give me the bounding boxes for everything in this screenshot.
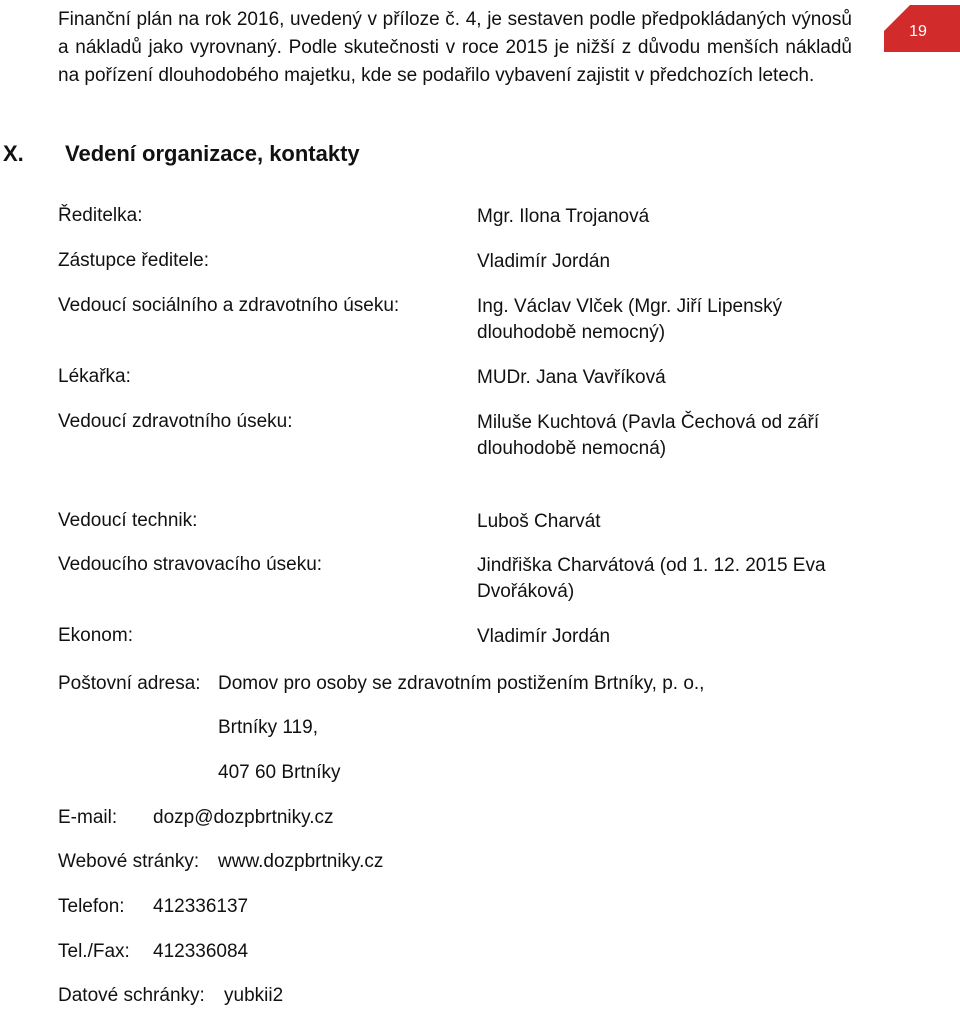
staff-name: MUDr. Jana Vavříková — [477, 367, 666, 388]
role-label: Vedoucí technik: — [58, 510, 198, 531]
section-number: X. — [3, 141, 24, 166]
databox-id: yubkii2 — [224, 985, 284, 1006]
role-label: Vedoucí zdravotního úseku: — [58, 411, 293, 432]
role-label: Ředitelka: — [58, 205, 143, 226]
staff-name: Vladimír Jordán — [477, 626, 611, 647]
staff-name: Mgr. Ilona Trojanová — [477, 206, 650, 227]
page-number: 19 — [909, 23, 927, 40]
email-label: E-mail: — [58, 807, 118, 828]
section-heading — [3, 141, 360, 167]
intro-paragraph: Finanční plán na rok 2016, uvedený v příloze č. 4, je sestaven podle předpokládaných výnosů a nákladů jako vyrovnaný. Podle skutečnosti v roce 2015 je nižší z důvodu menších nákladů na pořízení dlouhodobého majetku, kde se podařilo vybavení zajistit v předchozích letech. — [58, 9, 852, 86]
phone-number: 412336137 — [153, 896, 249, 917]
databox-label: Datové schránky: — [58, 985, 205, 1006]
role-label: Lékařka: — [58, 366, 131, 387]
fax-number: 412336084 — [153, 941, 249, 962]
page-number-badge — [876, 5, 960, 52]
staff-name: Ing. Václav Vlček (Mgr. Jiří Lipenský dlouhodobě nemocný) — [477, 296, 783, 343]
staff-name: Miluše Kuchtová (Pavla Čechová od září dlouhodobě nemocná) — [477, 412, 820, 459]
postal-label: Poštovní adresa: — [58, 673, 201, 694]
role-label: Ekonom: — [58, 625, 133, 646]
section-title: Vedení organizace, kontakty — [65, 141, 360, 166]
postal-line: Domov pro osoby se zdravotním postižením Brtníky, p. o., — [218, 673, 705, 694]
staff-name: Vladimír Jordán — [477, 251, 611, 272]
role-label: Vedoucího stravovacího úseku: — [58, 554, 323, 575]
postal-line: 407 60 Brtníky — [218, 762, 341, 783]
phone-label: Telefon: — [58, 896, 125, 917]
email-link[interactable]: dozp@dozpbrtniky.cz — [153, 807, 334, 828]
web-link[interactable]: www.dozpbrtniky.cz — [218, 851, 384, 872]
role-label: Vedoucí sociálního a zdravotního úseku: — [58, 295, 400, 316]
web-label: Webové stránky: — [58, 851, 200, 872]
staff-name: Luboš Charvát — [477, 511, 601, 532]
role-label: Zástupce ředitele: — [58, 250, 210, 271]
postal-line: Brtníky 119, — [218, 717, 318, 738]
staff-name: Jindřiška Charvátová (od 1. 12. 2015 Eva Dvořáková) — [477, 555, 826, 602]
fax-label: Tel./Fax: — [58, 941, 130, 962]
